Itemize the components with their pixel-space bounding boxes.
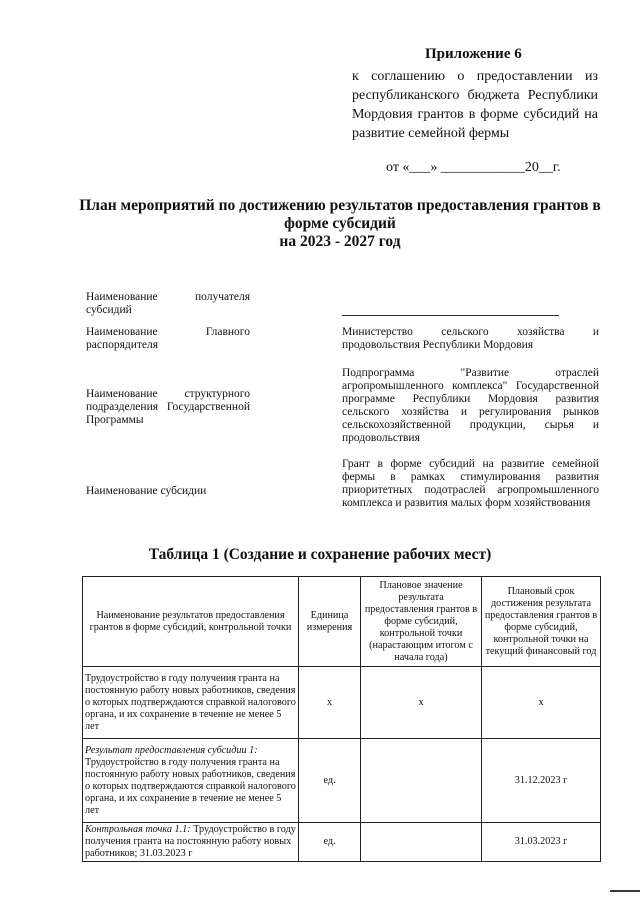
table-row	[83, 739, 601, 823]
row1-name: Трудоустройство в году получения гранта на постоянную работу новых работников, сведения о которых подтверждаются справкой налогового органа, и их сохранение в течение не менее 5 лет	[83, 667, 299, 739]
row1-deadline: х	[482, 667, 601, 739]
table-header-row	[83, 577, 601, 667]
results-table	[82, 576, 601, 862]
recipient-label: Наименование получателя субсидий	[86, 291, 250, 316]
scan-edge-mark	[610, 890, 640, 892]
document-title-main: План мероприятий по достижению результатов предоставления грантов в форме субсидий	[79, 197, 601, 232]
row3-name-cell	[83, 823, 299, 862]
row3-deadline: 31.03.2023 г	[482, 823, 601, 862]
row1-plan-value: х	[361, 667, 482, 739]
header-unit: Единица измерения	[299, 577, 361, 667]
subsidy-label: Наименование субсидии	[86, 485, 207, 497]
row3-unit: ед.	[299, 823, 361, 862]
subsidy-value: Грант в форме субсидий на развитие семейной фермы в рамках стимулирования развития приоритетных подотраслей агропромышленного комплекса и развития малых форм хозяйствования	[342, 458, 599, 509]
recipient-underline	[342, 315, 559, 316]
appendix-title: Приложение 6	[425, 46, 522, 62]
row1-unit: х	[299, 667, 361, 739]
row2-prefix: Результат предоставления субсидии 1:	[85, 744, 258, 756]
appendix-date-line: от «___» ____________20__г.	[386, 160, 561, 175]
row3-prefix: Контрольная точка 1.1:	[85, 824, 191, 835]
table-row	[83, 667, 601, 739]
row3-plan-value	[361, 823, 482, 862]
row2-name: Трудоустройство в году получения гранта на постоянную работу новых работников, сведения о которых подтверждаются справкой налогового органа, и их сохранение в течение не менее 5 лет	[85, 756, 296, 816]
manager-value: Министерство сельского хозяйства и продовольствия Республики Мордовия	[342, 326, 599, 351]
row2-name-cell	[83, 739, 299, 823]
row2-unit: ед.	[299, 739, 361, 823]
header-deadline: Плановый срок достижения результата предоставления грантов в форме субсидий, контрольной точки на текущий финансовый год	[482, 577, 601, 667]
row2-deadline: 31.12.2023 г	[482, 739, 601, 823]
document-title-period: на 2023 - 2027 год	[279, 233, 401, 250]
row3-name: Трудоустройство в году получения гранта на постоянную работу новых работников; 31.03.2023 г	[85, 824, 296, 859]
header-result-name: Наименование результатов предоставления грантов в форме субсидий, контрольной точки	[83, 577, 299, 667]
document-title	[70, 197, 610, 251]
row2-plan-value	[361, 739, 482, 823]
manager-label: Наименование Главного распорядителя	[86, 326, 250, 351]
subdivision-value: Подпрограмма "Развитие отраслей агропромышленного комплекса" Государственной программе Республики Мордовия развития сельского хозяйства и регулирования рынков сельскохозяйственной продукции, сырья и продовольствия	[342, 367, 599, 444]
subdivision-label: Наименование структурного подразделения Государственной Программы	[86, 388, 250, 426]
table-row	[83, 823, 601, 862]
table-title: Таблица 1 (Создание и сохранение рабочих мест)	[148, 546, 492, 563]
appendix-text: к соглашению о предоставлении из республиканского бюджета Республики Мордовия грантов в форме субсидий на развитие семейной фермы	[352, 69, 598, 141]
header-plan-value: Плановое значение результата предоставления грантов в форме субсидий, контрольной точки (нарастающим итогом с начала года)	[361, 577, 482, 667]
